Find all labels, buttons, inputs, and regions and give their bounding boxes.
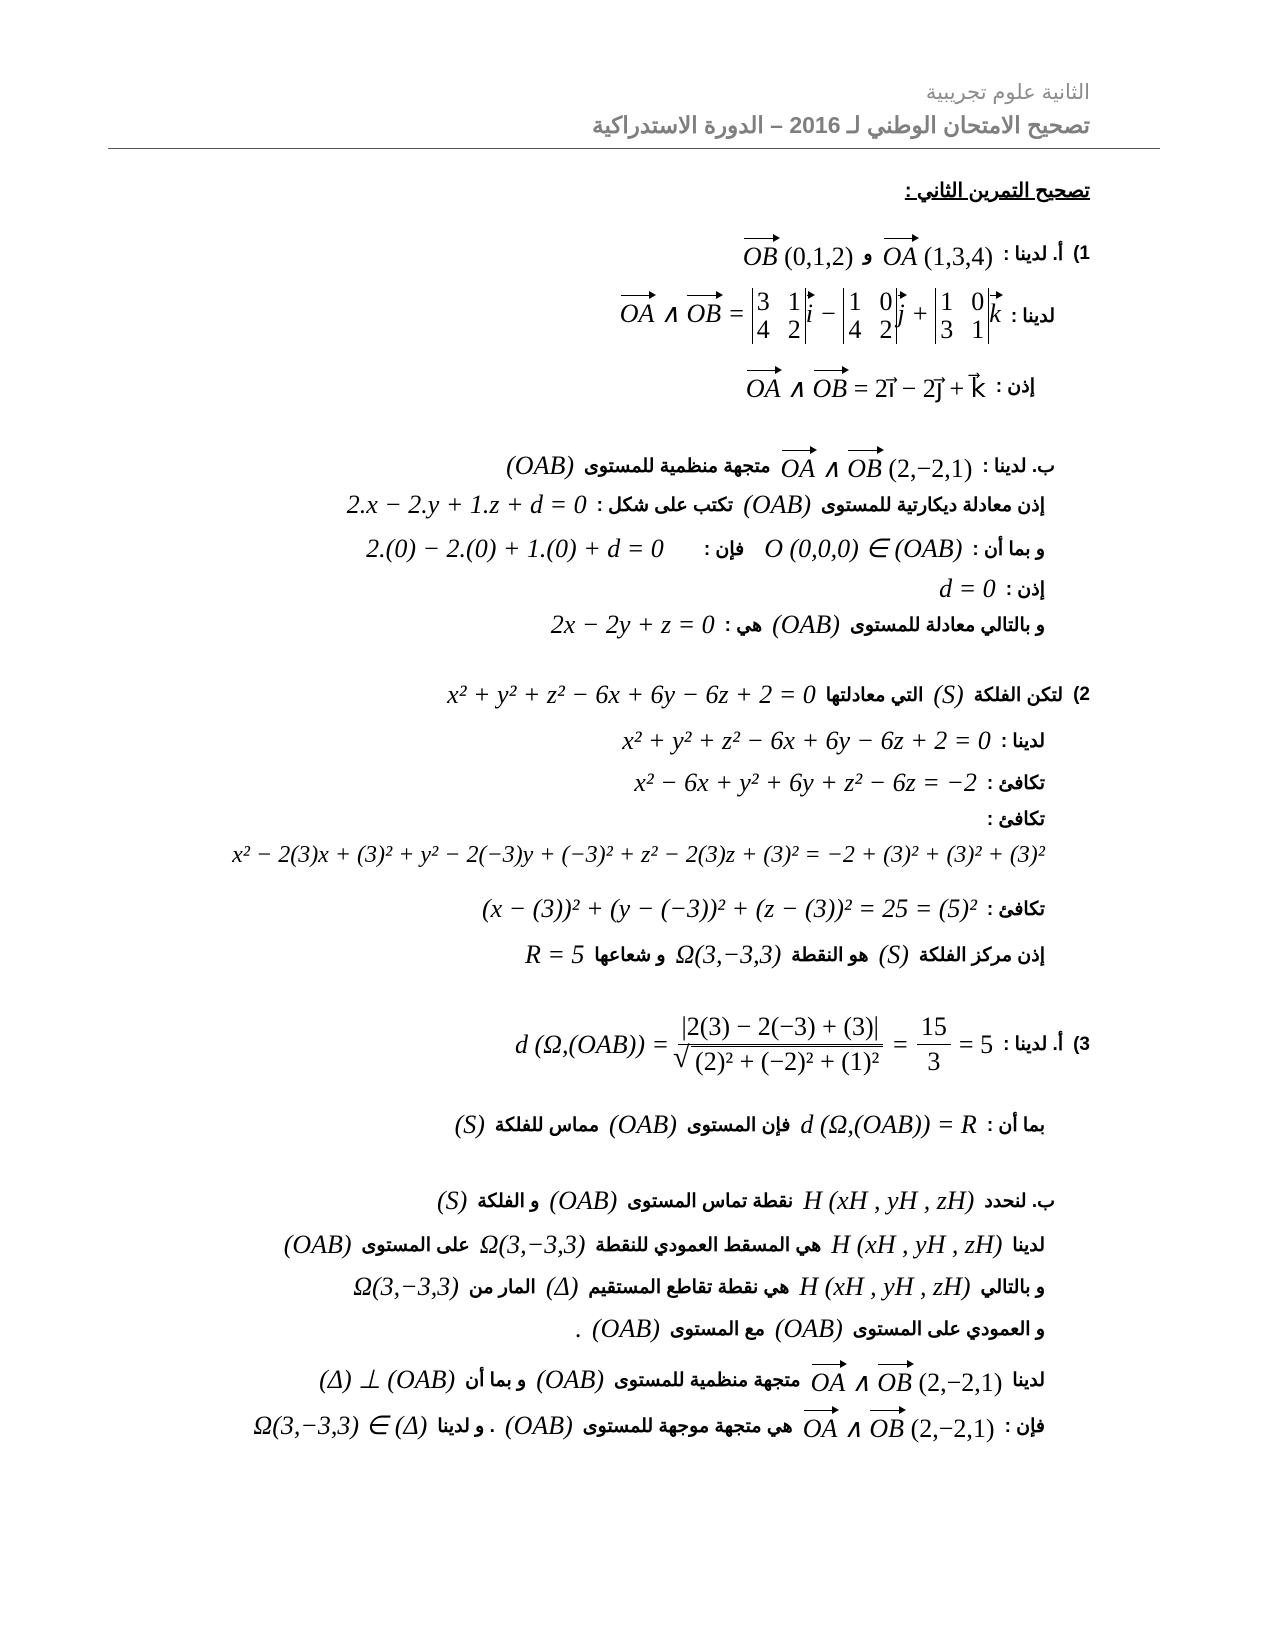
q3-inter-text: هي نقطة تقاطع المستقيم: [588, 1276, 790, 1298]
q2-have: لدينا :: [1000, 730, 1045, 752]
q3-b-line: [437, 1186, 1055, 1216]
q1-b-plane: (OAB): [506, 451, 574, 480]
q3-and-have: . و لدينا: [437, 1415, 495, 1437]
q2-center: Ω(3,−3,3): [675, 940, 782, 969]
q3-b-sphere: (S): [436, 1186, 468, 1215]
q3-tangent-text: فإن المستوى: [686, 1114, 791, 1136]
q2-intro-line: [447, 680, 1090, 710]
header-divider: [108, 148, 1160, 149]
q3-tangent-plane: (OAB): [609, 1110, 677, 1139]
q3-proj-center: Ω(3,−3,3): [479, 1230, 586, 1259]
q3-with-plane: مع المستوى: [669, 1318, 765, 1340]
q2-intro: لتكن الفلكة: [973, 684, 1064, 706]
q3-a-line: [515, 1012, 1090, 1077]
q1-result-line: [746, 368, 1035, 404]
q1-result: OA ∧ OB = 2i⃗ − 2j⃗ + k⃗: [746, 368, 986, 404]
q1-number: (1: [1073, 243, 1090, 264]
q1-eq-plane: (OAB): [743, 490, 812, 519]
q3-a-label: أ. لدينا :: [1003, 1034, 1064, 1055]
q2-eq: x² + y² + z² − 6x + 6y − 6z + 2 = 0: [447, 680, 816, 709]
q1-and: و: [863, 243, 873, 265]
q3-perp-plane: (OAB): [774, 1314, 843, 1343]
q3-proj-H: H (xH , yH , zH): [831, 1230, 1003, 1259]
q3-have: لدينا: [1012, 1234, 1045, 1256]
q3-dir-vec: OA ∧ OB (2,−2,1): [803, 1408, 995, 1444]
q1-since-line: [366, 534, 1045, 564]
q2-center-label: إذن مركز الفلكة: [918, 944, 1045, 966]
q2-have-eq: x² + y² + z² − 6x + 6y − 6z + 2 = 0: [622, 726, 991, 755]
q1-d-label: إذن :: [1005, 578, 1045, 600]
q3-distance: d (Ω,(OAB)) = |2(3) − 2(−3) + (3)| √ (2)² + (−2)² + (1)² = $\frac{15}{3}$ = 5: [515, 1012, 993, 1077]
q3-proj-text: هي المسقط العمودي للنقطة: [595, 1234, 822, 1256]
q1-final-line: [551, 610, 1045, 640]
q3-dir-line: [253, 1408, 1045, 1444]
section-title: تصحيح التمرين الثاني :: [904, 180, 1090, 202]
q1-final-is: هي :: [724, 614, 763, 636]
q2-radius: R = 5: [524, 940, 585, 969]
q3-and-since: و بما أن: [465, 1369, 527, 1391]
q3-tangent-text2: مماس للفلكة: [494, 1114, 600, 1136]
q1-b-vector: OA ∧ OB (2,−2,1): [781, 448, 973, 484]
q2-have-line: [622, 726, 1045, 756]
q3-b-text: نقطة تماس المستوى: [627, 1190, 794, 1212]
q2-intro2: التي معادلتها: [825, 684, 924, 706]
q1-since-eq: 2.(0) − 2.(0) + 1.(0) + d = 0: [366, 534, 664, 563]
q3-since-line: [455, 1110, 1045, 1140]
q3-normal-line: [319, 1362, 1045, 1398]
q3-have2: لدينا: [1012, 1369, 1045, 1391]
q1-a-label: أ. لدينا :: [1003, 243, 1064, 265]
q1-final-plane: (OAB): [772, 610, 840, 639]
q2-center-line: [525, 940, 1045, 970]
q2-sphere: (S): [933, 680, 964, 709]
q1-result-label: إذن :: [995, 375, 1035, 397]
q3-tangent-sphere: (S): [454, 1110, 485, 1139]
q2-step2: x² − 2(3)x + (3)² + y² − 2(−3)y + (−3)² + z² − 2(3)z + (3)² = −2 + (3)² + (3)² + (3)²: [232, 842, 1045, 868]
q3-with-plane-val: (OAB): [592, 1314, 660, 1343]
q3-b-and: و الفلكة: [477, 1190, 540, 1212]
q2-step3-line: [482, 894, 1045, 924]
q1-since-point: O (0,0,0) ∈ (OAB): [764, 534, 963, 563]
header-subtitle: الثانية علوم تجريبية: [925, 81, 1090, 104]
q3-proj-line: [284, 1230, 1045, 1260]
q3-perp-line: [576, 1314, 1045, 1344]
q1-vec-oa: OA (1,3,4): [883, 236, 994, 272]
q1-eq-label: إذن معادلة ديكارتية للمستوى: [821, 494, 1045, 516]
q3-since-label: بما أن :: [986, 1114, 1045, 1136]
q1-b-label: ب. لدينا :: [982, 455, 1055, 477]
q3-period: .: [575, 1314, 583, 1343]
q1-since-label: و بما أن :: [972, 538, 1045, 560]
q2-equiv-1: تكافئ :: [986, 772, 1045, 794]
q1-a-line: [743, 236, 1090, 272]
q1-vec-ob: OB (0,1,2): [743, 236, 854, 272]
q2-number: (2: [1073, 684, 1090, 705]
q3-inter-H: H (xH , yH , zH): [799, 1272, 971, 1301]
q3-normal-vec: OA ∧ OB (2,−2,1): [811, 1362, 1003, 1398]
q3-since-eq: d (Ω,(OAB)) = R: [800, 1110, 977, 1139]
q1-b-line: [506, 448, 1055, 484]
q1-eq-text: تكتب على شكل :: [596, 494, 734, 516]
q2-center-is: هو النقطة: [791, 944, 869, 966]
q1-eq-line: [347, 490, 1045, 520]
q1-eq-form: 2.x − 2.y + 1.z + d = 0: [346, 490, 587, 519]
q2-step1: x² − 6x + y² + 6y + z² − 6z = −2: [634, 768, 977, 797]
header-title: تصحيح الامتحان الوطني لـ 2016 – الدورة الاستدراكية: [592, 112, 1090, 138]
q1-cross-formula: OA ∧ OB = 3 1 4 2 i − 1 0 4 2 j + 1 0 3 1 k: [619, 287, 1001, 344]
q1-final-label: و بالتالي معادلة للمستوى: [849, 614, 1045, 636]
q3-dir-plane: (OAB): [504, 1411, 573, 1440]
q3-then: فإن :: [1004, 1415, 1045, 1437]
q2-step2-line: [232, 842, 1045, 869]
q3-perp-rel: (Δ) ⊥ (OAB): [319, 1365, 456, 1394]
q3-dir-text: هي متجهة موجهة للمستوى: [582, 1415, 793, 1437]
q3-thus: و بالتالي: [980, 1276, 1045, 1298]
q3-b-H: H (xH , yH , zH): [803, 1186, 975, 1215]
q2-step3: (x − (3))² + (y − (−3))² + (z − (3))² = 25 = (5)²: [481, 894, 977, 923]
q3-passing: المار من: [468, 1276, 536, 1298]
q2-radius-label: و شعاعها: [594, 944, 666, 966]
q3-proj-plane: (OAB): [283, 1230, 352, 1259]
q3-inter-center: Ω(3,−3,3): [353, 1272, 459, 1301]
q3-normal-text: متجهة منظمية للمستوى: [614, 1369, 801, 1391]
q3-normal-plane: (OAB): [536, 1365, 605, 1394]
q3-on-plane: على المستوى: [361, 1234, 470, 1256]
q2-equiv-line: [987, 808, 1045, 831]
q3-number: (3: [1073, 1033, 1090, 1055]
q3-inter-line: [353, 1272, 1045, 1302]
q1-cross-label: لدينا :: [1010, 305, 1055, 327]
q3-delta: (Δ): [545, 1272, 579, 1301]
q1-cross-line: [620, 288, 1055, 344]
q3-perp-text: و العمودي على المستوى: [852, 1318, 1045, 1340]
q1-then-label: فإن :: [703, 538, 745, 560]
q1-d-line: [939, 574, 1045, 604]
q3-b-label: ب. لنحدد: [984, 1190, 1055, 1212]
q1-final-eq: 2x − 2y + z = 0: [550, 610, 715, 639]
q2-equiv-3: تكافئ :: [986, 898, 1045, 920]
q1-b-text: متجهة منظمية للمستوى: [584, 455, 771, 477]
q2-equiv-2: تكافئ :: [986, 809, 1045, 830]
q1-d-value: d = 0: [939, 574, 996, 603]
q2-step1-line: [634, 768, 1045, 798]
q3-b-plane: (OAB): [549, 1186, 618, 1215]
q2-center-sphere: (S): [878, 940, 909, 969]
q3-in-rel: Ω(3,−3,3) ∈ (Δ): [253, 1411, 428, 1440]
